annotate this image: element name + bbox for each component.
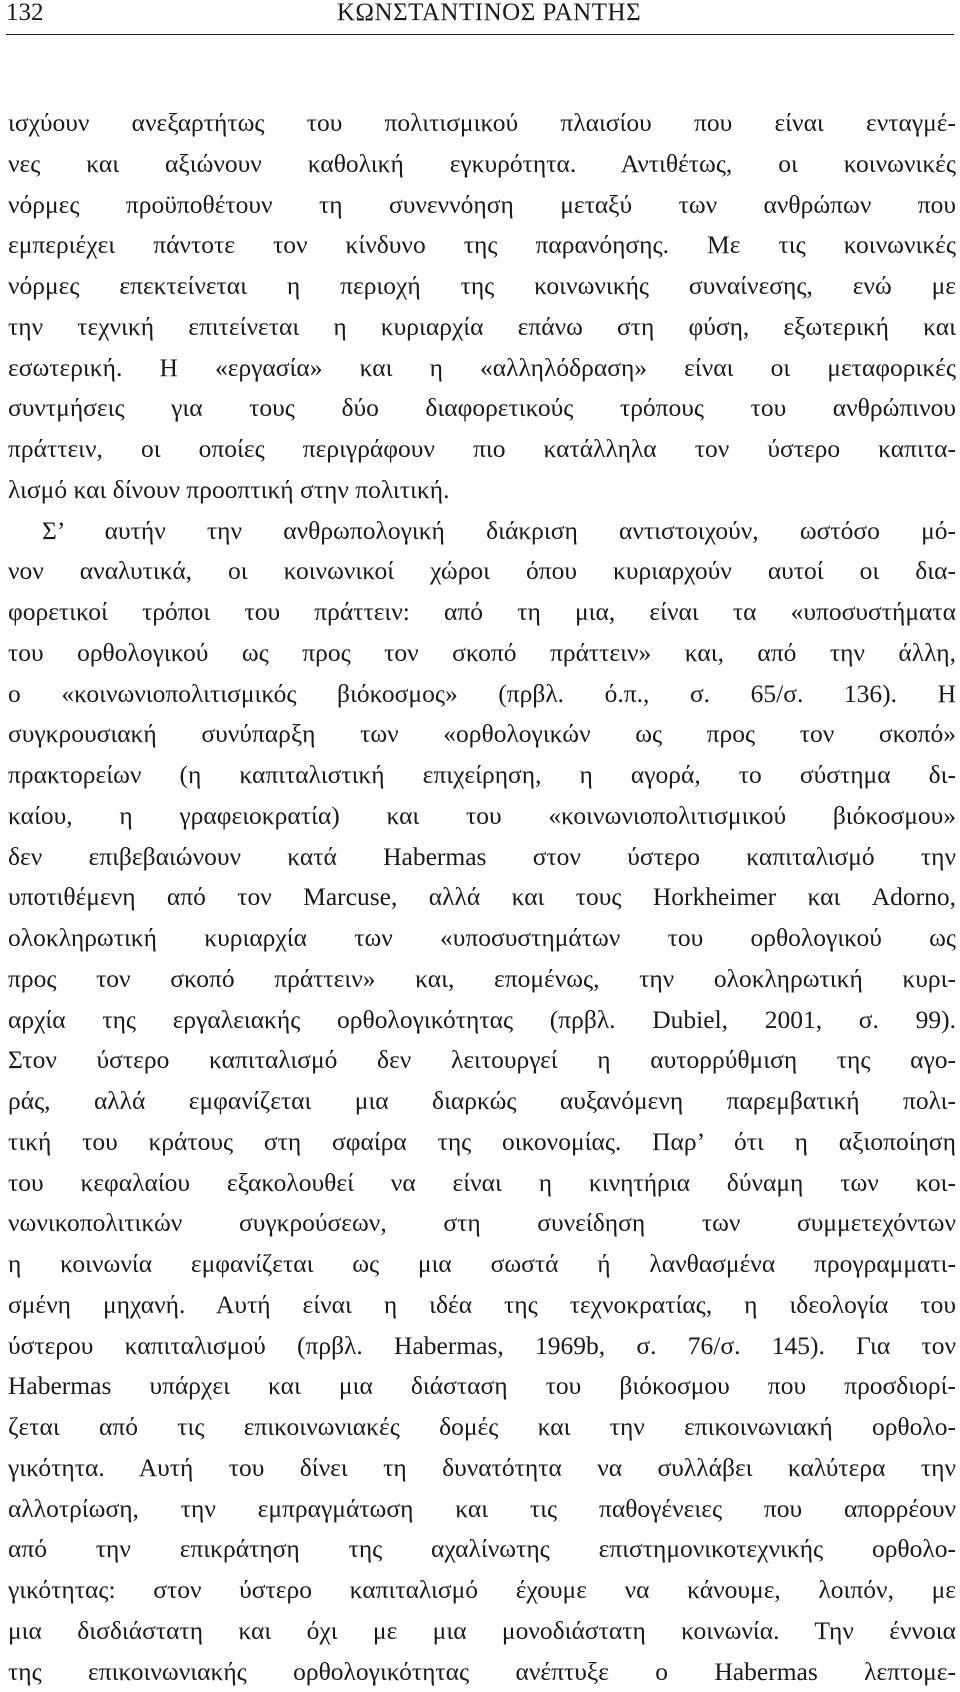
text-line: γικότητα. Αυτή του δίνει τη δυνατότητα να συλλάβει καλύτερα την — [8, 1448, 956, 1489]
text-line: εμπεριέχει πάντοτε τον κίνδυνο της παρανόησης. Με τις κοινωνικές — [8, 225, 956, 266]
page-number: 132 — [6, 0, 44, 26]
running-title: ΚΩΝΣΤΑΝΤΙΝΟΣ ΡΑΝΤΗΣ — [6, 0, 954, 26]
body-text — [8, 103, 956, 1692]
text-line: εσωτερική. Η «εργασία» και η «αλληλόδραση» είναι οι μεταφορικές — [8, 348, 956, 389]
text-line: σμένη μηχανή. Αυτή είναι η ιδέα της τεχνοκρατίας, η ιδεολογία του — [8, 1285, 956, 1326]
text-line: προς τον σκοπό πράττειν» και, επομένως, την ολοκληρωτική κυρι- — [8, 959, 956, 1000]
text-line: υποτιθέμενη από τον Marcuse, αλλά και τους Horkheimer και Adorno, — [8, 877, 956, 918]
text-line: συγκρουσιακή συνύπαρξη των «ορθολογικών ως προς τον σκοπό» — [8, 714, 956, 755]
text-line: νωνικοπολιτικών συγκρούσεων, στη συνείδηση των συμμετεχόντων — [8, 1203, 956, 1244]
text-line: φορετικοί τρόποι του πράττειν: από τη μια, είναι τα «υποσυστήματα — [8, 592, 956, 633]
text-line: του κεφαλαίου εξακολουθεί να είναι η κινητήρια δύναμη των κοι- — [8, 1163, 956, 1204]
running-head — [6, 0, 954, 35]
text-line: Στον ύστερο καπιταλισμό δεν λειτουργεί η αυτορρύθμιση της αγο- — [8, 1040, 956, 1081]
text-line: την τεχνική επιτείνεται η κυριαρχία επάνω στη φύση, εξωτερική και — [8, 307, 956, 348]
text-line: νον αναλυτικά, οι κοινωνικοί χώροι όπου κυριαρχούν αυτοί οι δια- — [8, 551, 956, 592]
text-line: καίου, η γραφειοκρατία) και του «κοινωνιοπολιτισμικού βιόκοσμου» — [8, 796, 956, 837]
text-line: γικότητας: στον ύστερο καπιταλισμό έχουμε να κάνουμε, λοιπόν, με — [8, 1570, 956, 1611]
text-line: δεν επιβεβαιώνουν κατά Habermas στον ύστερο καπιταλισμό την — [8, 837, 956, 878]
text-line: του ορθολογικού ως προς τον σκοπό πράττειν» και, από την άλλη, — [8, 633, 956, 674]
text-line: νόρμες επεκτείνεται η περιοχή της κοινωνικής συναίνεσης, ενώ με — [8, 266, 956, 307]
text-line: νόρμες προϋποθέτουν τη συνεννόηση μεταξύ των ανθρώπων που — [8, 185, 956, 226]
text-line: ράς, αλλά εμφανίζεται μια διαρκώς αυξανόμενη παρεμβατική πολι- — [8, 1081, 956, 1122]
text-line: ύστερου καπιταλισμού (πρβλ. Habermas, 1969b, σ. 76/σ. 145). Για τον — [8, 1326, 956, 1367]
text-line: συντμήσεις για τους δύο διαφορετικούς τρόπους του ανθρώπινου — [8, 388, 956, 429]
text-line: από την επικράτηση της αχαλίνωτης επιστημονικοτεχνικής ορθολο- — [8, 1529, 956, 1570]
text-line: η κοινωνία εμφανίζεται ως μια σωστά ή λανθασμένα προγραμματι- — [8, 1244, 956, 1285]
text-line: αλλοτρίωση, την εμπραγμάτωση και τις παθογένειες που απορρέουν — [8, 1489, 956, 1530]
text-line: νες και αξιώνουν καθολική εγκυρότητα. Αντιθέτως, οι κοινωνικές — [8, 144, 956, 185]
text-line: πράττειν, οι οποίες περιγράφουν πιο κατάλληλα τον ύστερο καπιτα- — [8, 429, 956, 470]
text-line: ζεται από τις επικοινωνιακές δομές και την επικοινωνιακή ορθολο- — [8, 1407, 956, 1448]
text-line: ο «κοινωνιοπολιτισμικός βιόκοσμος» (πρβλ. ό.π., σ. 65/σ. 136). Η — [8, 674, 956, 715]
paragraph-end-line: λισμό και δίνουν προοπτική στην πολιτική. — [8, 470, 956, 511]
text-line: αρχία της εργαλειακής ορθολογικότητας (πρβλ. Dubiel, 2001, σ. 99). — [8, 1000, 956, 1041]
text-line: της επικοινωνιακής ορθολογικότητας ανέπτυξε ο Habermas λεπτομε- — [8, 1652, 956, 1692]
text-line: μια δισδιάστατη και όχι με μια μονοδιάστατη κοινωνία. Την έννοια — [8, 1611, 956, 1652]
paragraph-start-line: Σ’ αυτήν την ανθρωπολογική διάκριση αντιστοιχούν, ωστόσο μό- — [8, 511, 956, 552]
text-line: Habermas υπάρχει και μια διάσταση του βιόκοσμου που προσδιορί- — [8, 1366, 956, 1407]
text-line: πρακτορείων (η καπιταλιστική επιχείρηση, η αγορά, το σύστημα δι- — [8, 755, 956, 796]
text-line: ισχύουν ανεξαρτήτως του πολιτισμικού πλαισίου που είναι ενταγμέ- — [8, 103, 956, 144]
text-line: τική του κράτους στη σφαίρα της οικονομίας. Παρ’ ότι η αξιοποίηση — [8, 1122, 956, 1163]
text-line: ολοκληρωτική κυριαρχία των «υποσυστημάτων του ορθολογικού ως — [8, 918, 956, 959]
